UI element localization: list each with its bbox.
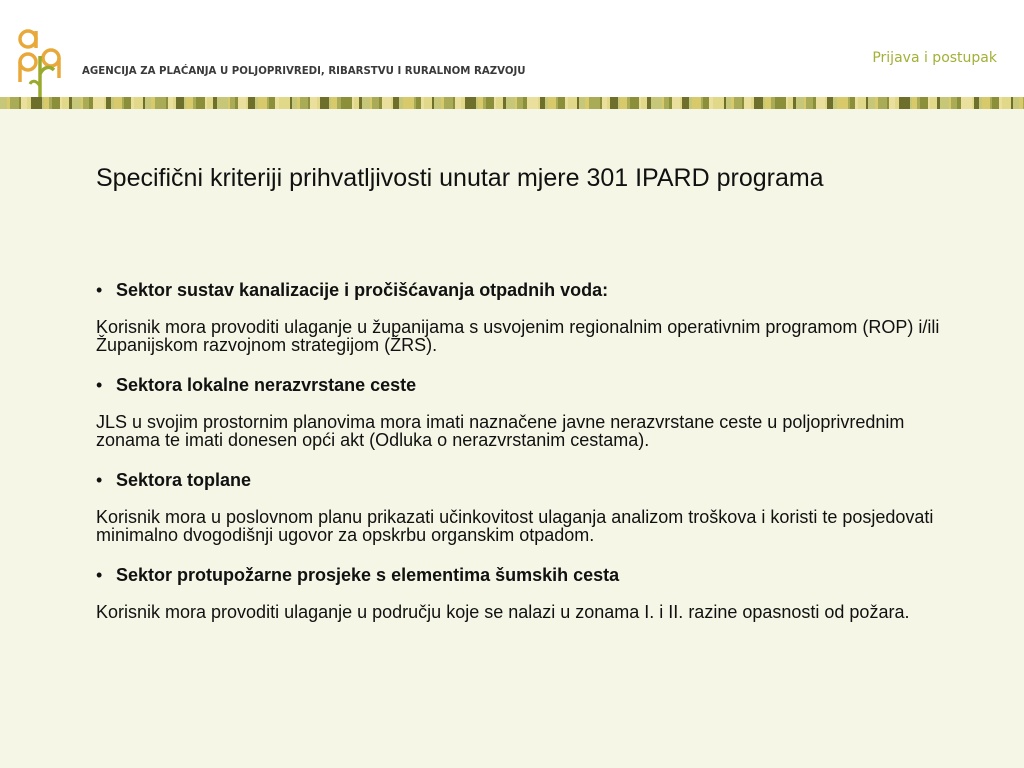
criteria-list bbox=[96, 279, 956, 641]
slide-title: Specifični kriteriji prihvatljivosti unutar mjere 301 IPARD programa bbox=[96, 164, 824, 192]
bullet-icon: • bbox=[96, 565, 103, 585]
criteria-section bbox=[96, 564, 956, 621]
section-heading bbox=[96, 374, 956, 396]
bullet-icon: • bbox=[96, 375, 103, 395]
bullet-icon: • bbox=[96, 470, 103, 490]
section-text: Korisnik mora provoditi ulaganje u području koje se nalazi u zonama I. i II. razine opasnosti od požara. bbox=[96, 602, 910, 622]
bullet-icon: • bbox=[96, 280, 103, 300]
section-text: Korisnik mora provoditi ulaganje u županijama s usvojenim regionalnim operativnim programom (ROP) i/ili Županijskom razvojnom strategijom (ŽRS). bbox=[96, 317, 940, 355]
section-heading bbox=[96, 564, 956, 586]
section-heading bbox=[96, 279, 956, 301]
section-heading-text: Sektor protupožarne prosjeke s elementima šumskih cesta bbox=[116, 565, 620, 585]
section-text: JLS u svojim prostornim planovima mora imati naznačene javne nerazvrstane ceste u poljoprivrednim zonama te imati donesen opći akt (Odluka o nerazvrstanim cestama). bbox=[96, 412, 905, 450]
criteria-section bbox=[96, 374, 956, 449]
section-heading-text: Sektora lokalne nerazvrstane ceste bbox=[116, 375, 417, 395]
section-text: Korisnik mora u poslovnom planu prikazati učinkovitost ulaganja analizom troškova i koristi te posjedovati minimalno dvogodišnji ugovor za opskrbu organskim otpadom. bbox=[96, 507, 934, 545]
apprr-logo-icon bbox=[14, 26, 66, 102]
criteria-section bbox=[96, 279, 956, 354]
section-heading-text: Sektora toplane bbox=[116, 470, 252, 490]
section-heading-text: Sektor sustav kanalizacije i pročišćavanja otpadnih voda: bbox=[116, 280, 609, 300]
decorative-stripe bbox=[0, 97, 1024, 109]
section-heading bbox=[96, 469, 956, 491]
criteria-section bbox=[96, 469, 956, 544]
slide-header bbox=[0, 0, 1024, 100]
header-title: Prijava i postupak bbox=[872, 50, 997, 66]
agency-name: AGENCIJA ZA PLAĆANJA U POLJOPRIVREDI, RIBARSTVU I RURALNOM RAZVOJU bbox=[82, 66, 526, 77]
